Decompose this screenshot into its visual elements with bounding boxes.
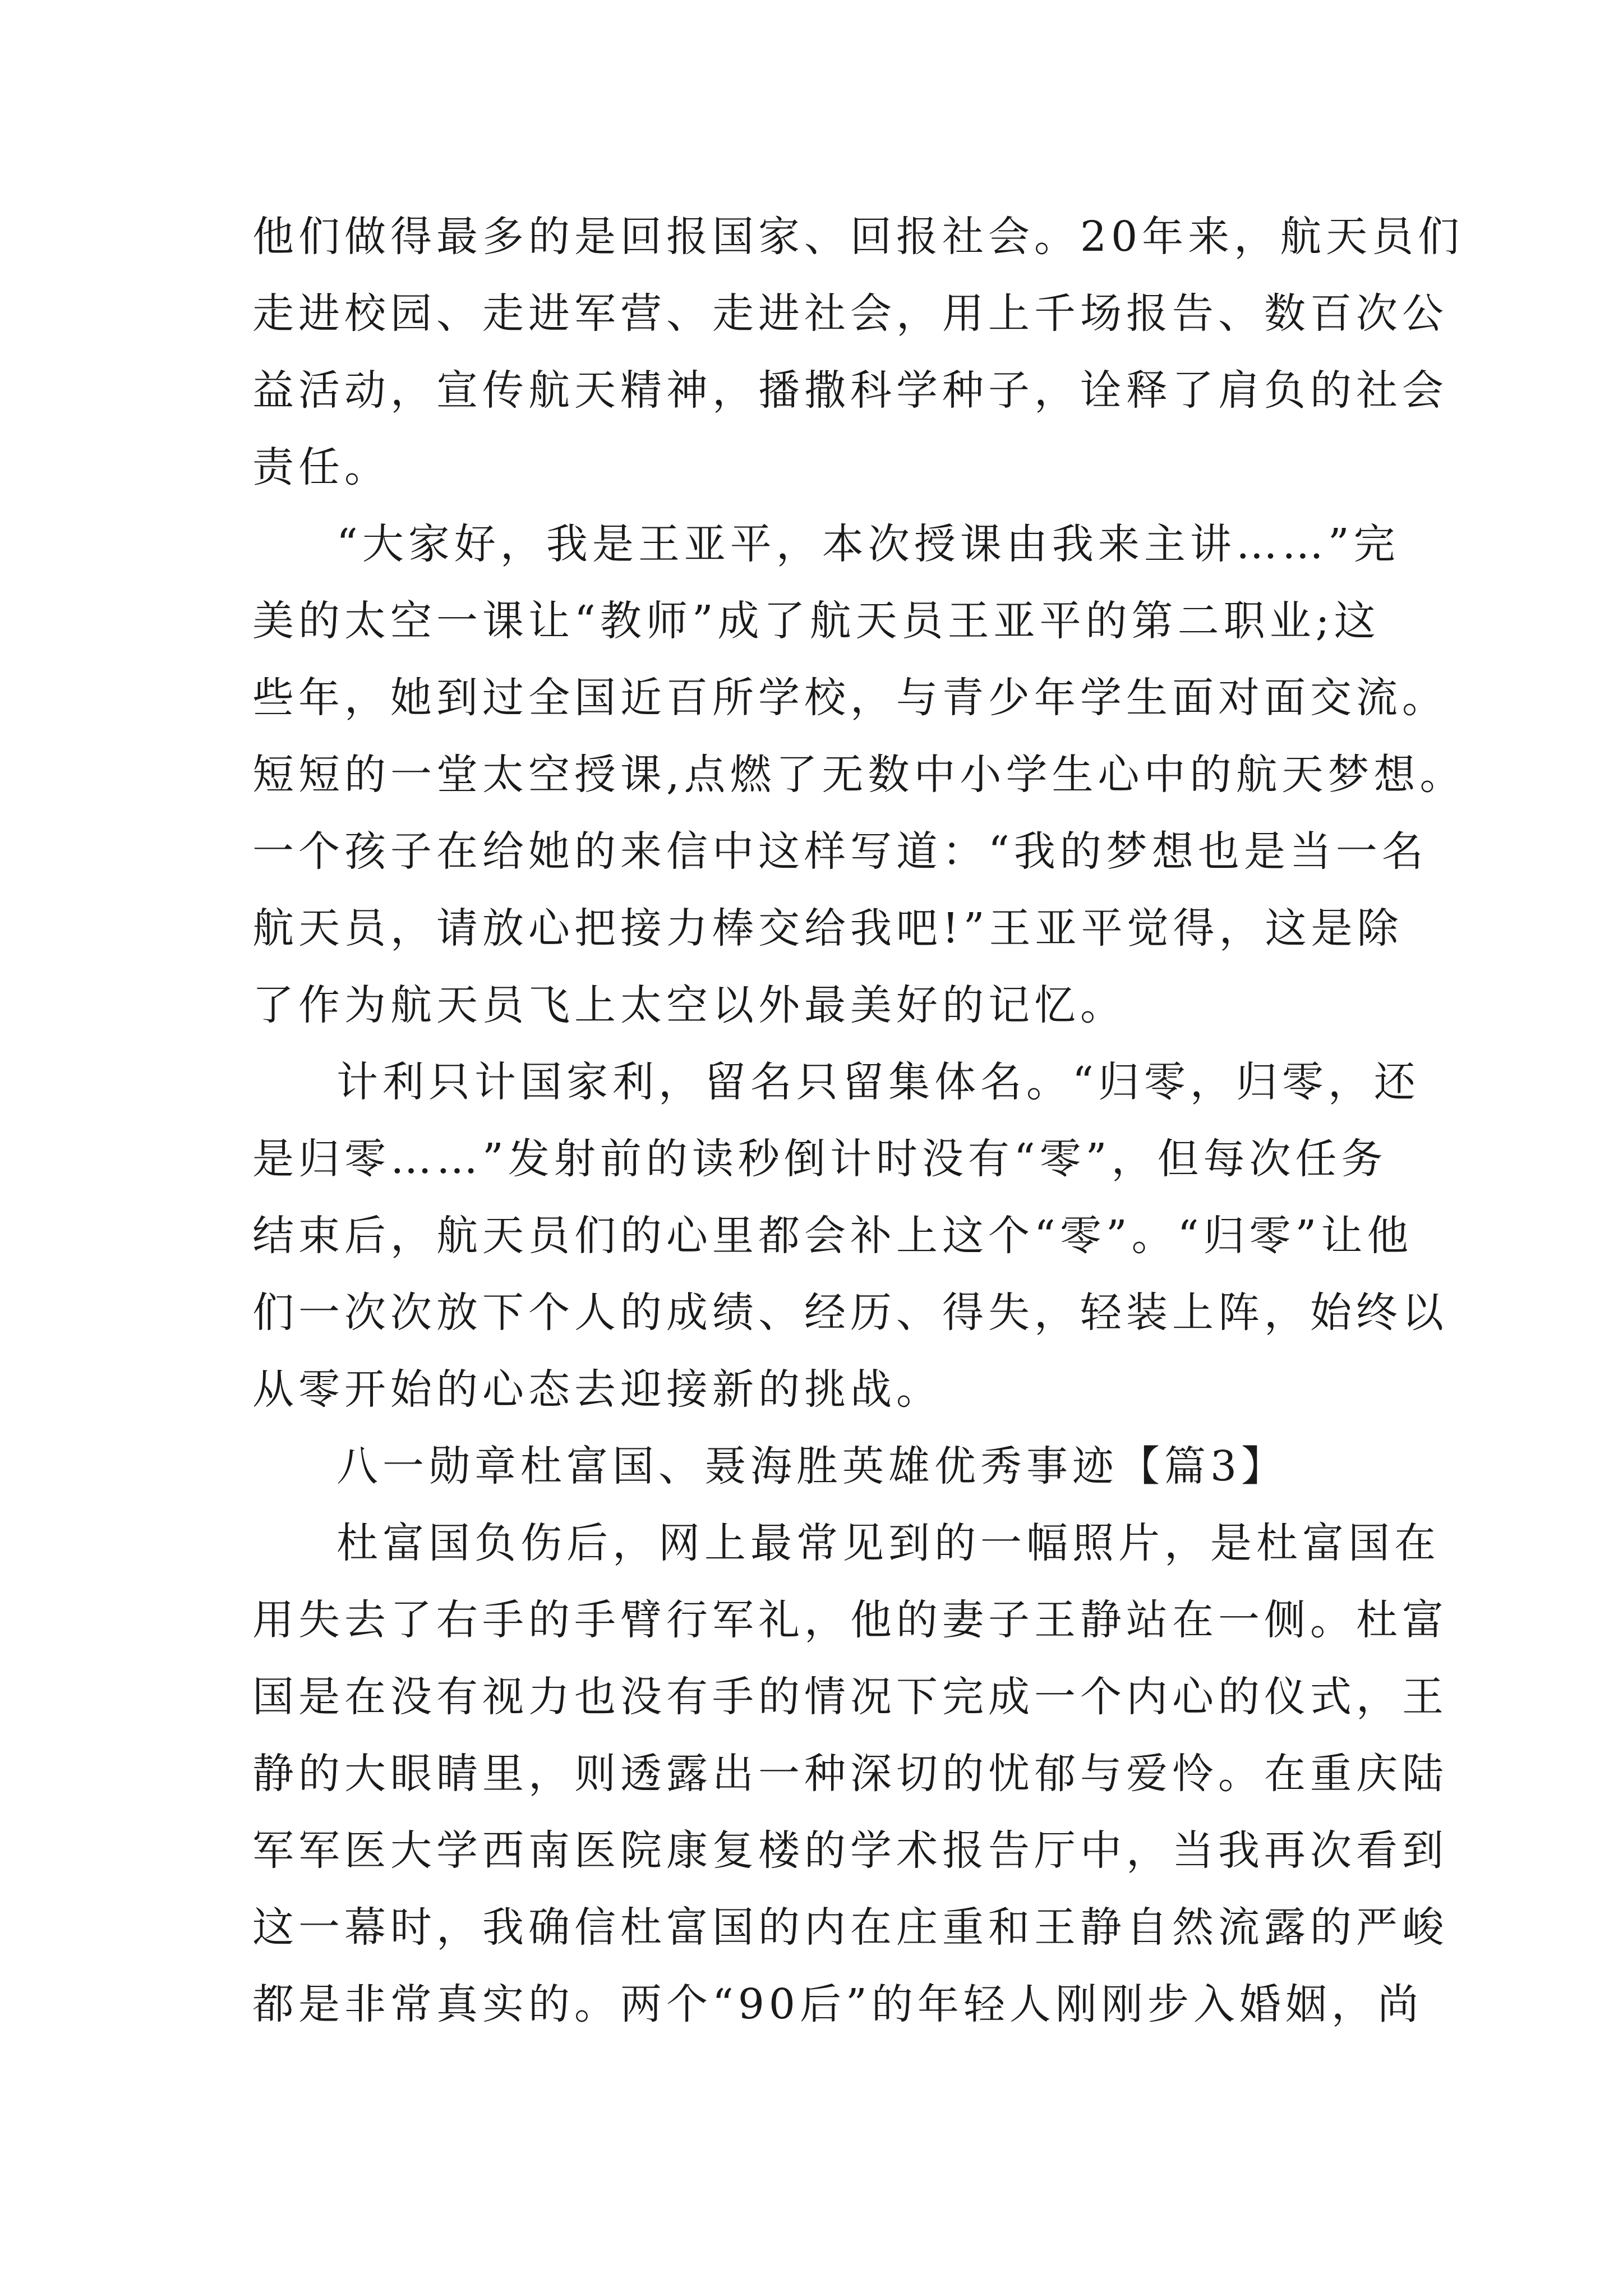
text-line: 了作为航天员飞上太空以外最美好的记忆。	[252, 981, 1126, 1029]
paragraph-start-line: 杜富国负伤后，网上最常见到的一幅照片，是杜富国在	[336, 1519, 1440, 1567]
text-line: 是归零……”发射前的读秒倒计时没有“零”，但每次任务	[252, 1135, 1387, 1183]
text-line: 们一次次放下个人的成绩、经历、得失，轻装上阵，始终以	[252, 1289, 1448, 1337]
text-line: 从零开始的心态去迎接新的挑战。	[252, 1365, 942, 1414]
section-heading: 八一勋章杜富国、聂海胜英雄优秀事迹【篇3】	[336, 1442, 1288, 1490]
paragraph-start-line: 计利只计国家利，留名只留集体名。“归零，归零，还	[336, 1058, 1420, 1106]
text-line: 军军医大学西南医院康复楼的学术报告厅中，当我再次看到	[252, 1826, 1448, 1875]
text-line: 都是非常真实的。两个“90后”的年轻人刚刚步入婚姻，尚	[252, 1980, 1423, 2028]
text-line: 短短的一堂太空授课,点燃了无数中小学生心中的航天梦想。	[252, 751, 1466, 799]
text-line: 一个孩子在给她的来信中这样写道：“我的梦想也是当一名	[252, 827, 1428, 876]
text-line: 航天员，请放心把接力棒交给我吧!”王亚平觉得，这是除	[252, 904, 1403, 953]
paragraph-start-line: “大家好，我是王亚平，本次授课由我来主讲……”完	[336, 520, 1400, 568]
text-line: 他们做得最多的是回报国家、回报社会。20年来，航天员们	[252, 213, 1464, 261]
text-line: 责任。	[252, 443, 390, 491]
text-line: 静的大眼睛里，则透露出一种深切的忧郁与爱怜。在重庆陆	[252, 1750, 1448, 1798]
text-line: 些年，她到过全国近百所学校，与青少年学生面对面交流。	[252, 674, 1448, 722]
text-line: 美的太空一课让“教师”成了航天员王亚平的第二职业;这	[252, 597, 1380, 645]
text-line: 用失去了右手的手臂行军礼，他的妻子王静站在一侧。杜富	[252, 1596, 1448, 1644]
text-line: 益活动，宣传航天精神，播撒科学种子，诠释了肩负的社会	[252, 366, 1448, 415]
text-line: 走进校园、走进军营、走进社会，用上千场报告、数百次公	[252, 289, 1448, 338]
text-line: 结束后，航天员们的心里都会补上这个“零”。“归零”让他	[252, 1212, 1413, 1260]
text-line: 这一幕时，我确信杜富国的内在庄重和王静自然流露的严峻	[252, 1903, 1448, 1952]
text-line: 国是在没有视力也没有手的情况下完成一个内心的仪式，王	[252, 1673, 1448, 1721]
